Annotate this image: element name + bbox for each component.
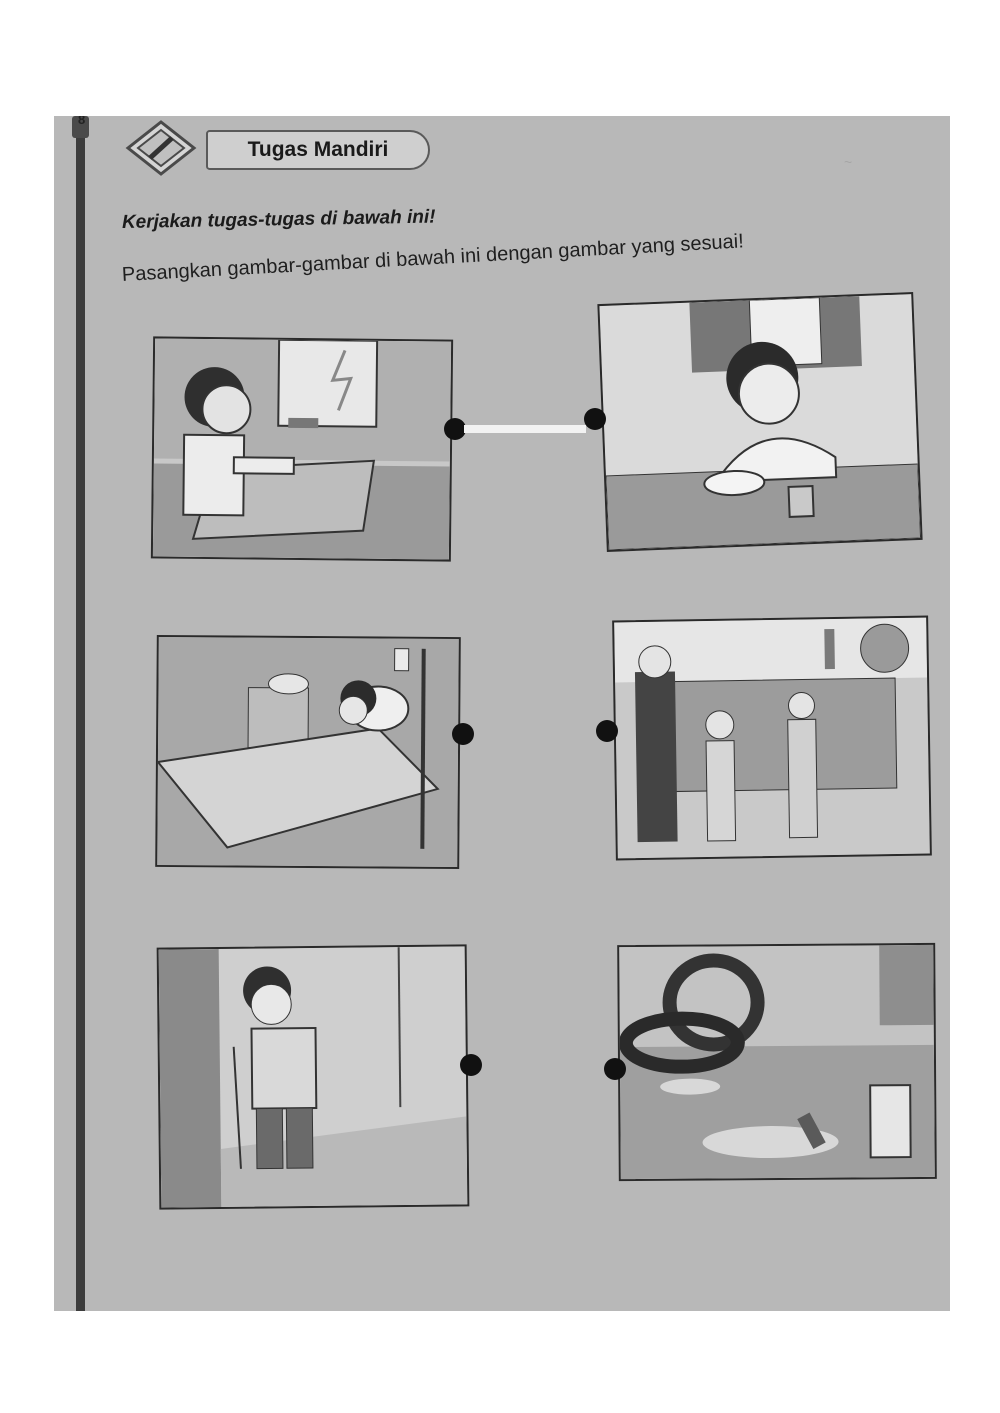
image-right-3[interactable] xyxy=(617,943,937,1181)
task-instruction: Kerjakan tugas-tugas di bawah ini! xyxy=(121,206,436,233)
boy-eating-icon xyxy=(599,294,920,550)
connector-dot-right-2[interactable] xyxy=(596,720,618,742)
connector-dot-left-2[interactable] xyxy=(452,723,474,745)
sick-child-icon xyxy=(157,637,459,867)
image-left-1[interactable] xyxy=(151,336,453,561)
connector-dot-right-3[interactable] xyxy=(604,1058,626,1080)
connector-dot-left-3[interactable] xyxy=(460,1054,482,1076)
pencil-book-icon xyxy=(124,120,198,176)
image-left-2[interactable] xyxy=(155,635,461,869)
boy-washing-hands-icon xyxy=(153,338,451,559)
page-number: 8 xyxy=(78,116,86,127)
image-right-1[interactable] xyxy=(597,292,922,552)
connector-dot-left-1[interactable] xyxy=(444,418,466,440)
bleed-through-mark: ~ xyxy=(844,154,853,170)
section-title: Tugas Mandiri xyxy=(206,130,430,170)
match-line-1[interactable] xyxy=(464,425,586,433)
tires-trash-icon xyxy=(619,945,935,1179)
worksheet-page xyxy=(54,116,950,1311)
image-right-2[interactable] xyxy=(612,616,932,861)
page-spine xyxy=(76,136,85,1311)
connector-dot-right-1[interactable] xyxy=(584,408,606,430)
image-left-3[interactable] xyxy=(157,944,470,1209)
matching-question: Pasangkan gambar-gambar di bawah ini dengan gambar yang sesuai! xyxy=(121,230,745,286)
boy-tap-water-icon xyxy=(159,946,468,1207)
boys-to-mosque-icon xyxy=(614,618,930,859)
